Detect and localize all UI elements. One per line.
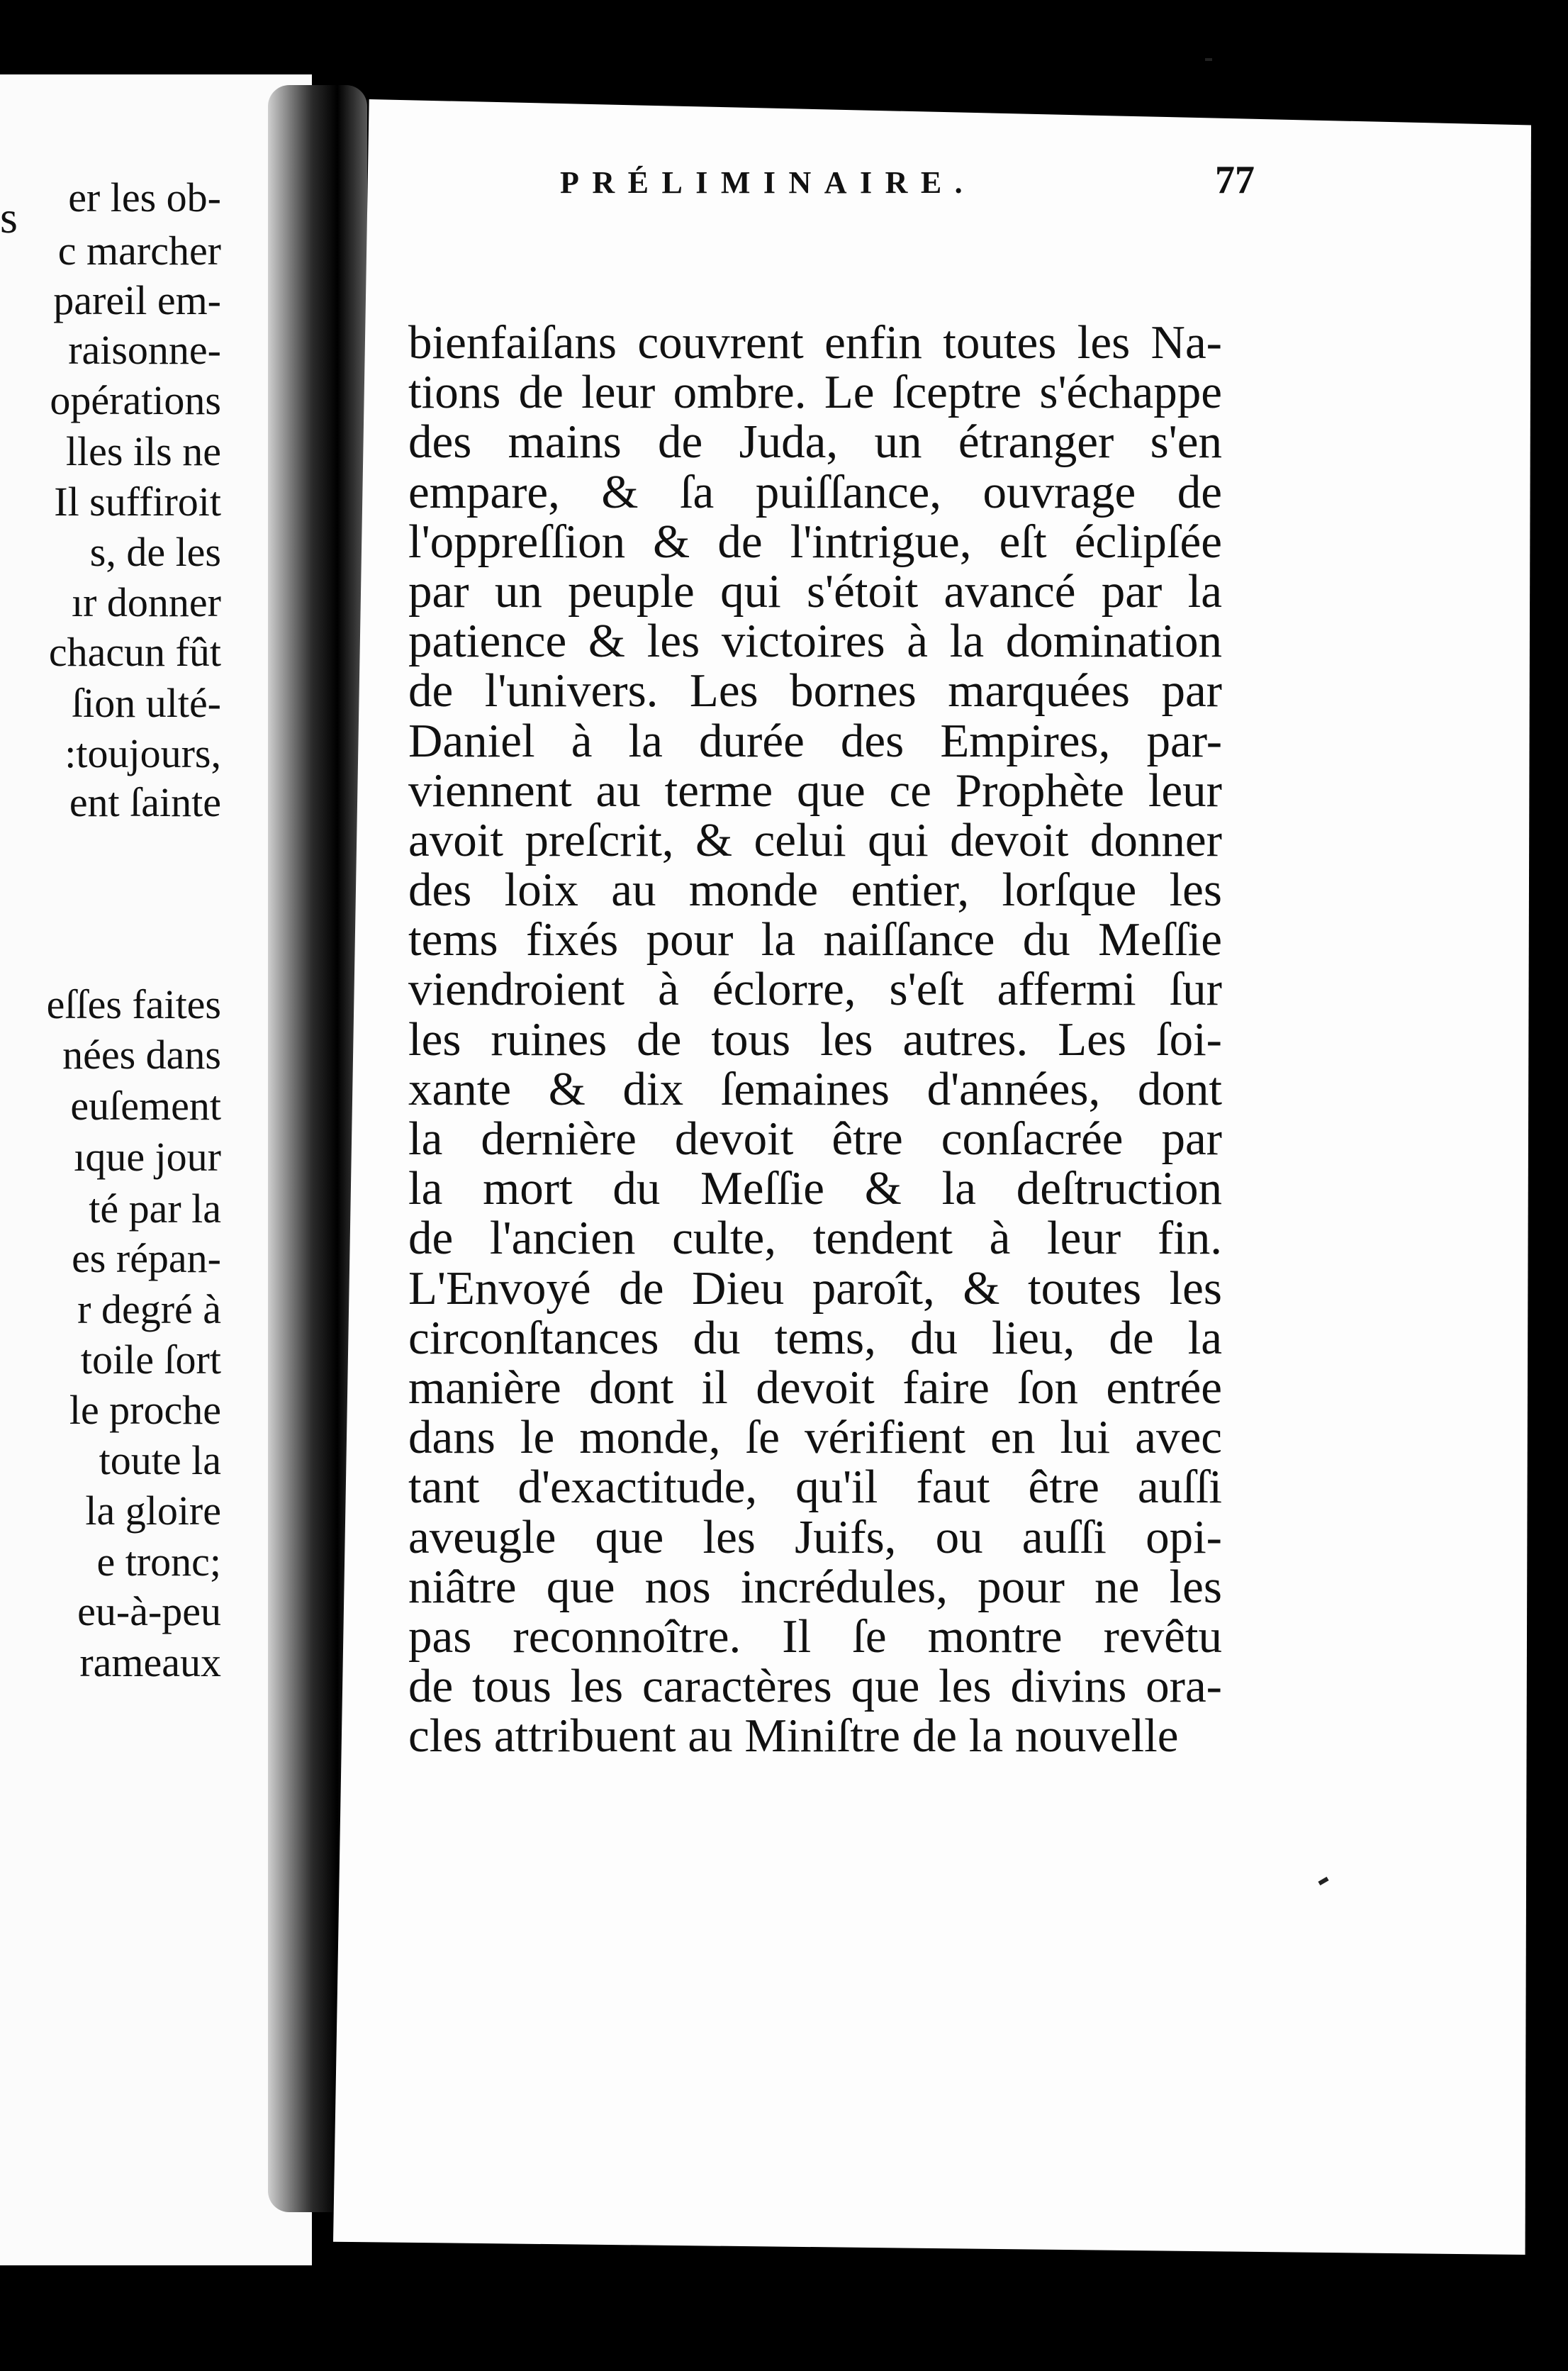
text-line: cles attribuent au Miniſtre de la nouvelle bbox=[408, 1709, 1179, 1763]
text-line: tions de leur ombre. Le ſceptre s'échappe bbox=[408, 366, 1222, 419]
text-line: pas reconnoître. Il ſe montre revêtu bbox=[408, 1610, 1222, 1663]
left-text-fragment: e tronc; bbox=[96, 1539, 221, 1585]
body-text bbox=[408, 318, 1222, 1761]
text-line: de tous les caractères que les divins ora- bbox=[408, 1660, 1222, 1713]
text-line: viennent au terme que ce Prophète leur bbox=[408, 764, 1222, 817]
text-line: aveugle que les Juifs, ou auſſi opi- bbox=[408, 1510, 1222, 1563]
text-line: les ruines de tous les autres. Les ſoi- bbox=[408, 1012, 1222, 1066]
text-line: circonſtances du tems, du lieu, de la bbox=[408, 1311, 1222, 1364]
dust-speck bbox=[1205, 58, 1212, 61]
text-line: des loix au monde entier, lorſque les bbox=[408, 864, 1222, 917]
left-text-fragment: :toujours, bbox=[65, 730, 221, 776]
left-text-fragment: ıque jour bbox=[74, 1134, 221, 1180]
left-text-fragment: toile ſort bbox=[80, 1337, 221, 1383]
text-line: de l'ancien culte, tendent à leur fin. bbox=[408, 1212, 1222, 1265]
running-head bbox=[560, 157, 1255, 203]
left-text-fragment: r degré à bbox=[77, 1286, 221, 1332]
left-text-fragment: eu-à-peu bbox=[77, 1588, 221, 1634]
text-line: par un peuple qui s'étoit avancé par la bbox=[408, 564, 1222, 618]
text-line: de l'univers. Les bornes marquées par bbox=[408, 664, 1222, 718]
left-text-fragment: rameaux bbox=[79, 1639, 221, 1685]
text-line: viendroient à éclorre, s'eſt affermi ſur bbox=[408, 963, 1222, 1016]
text-line: la dernière devoit être conſacrée par bbox=[408, 1112, 1222, 1165]
left-text-fragment: opérations bbox=[50, 377, 221, 423]
text-line: tant d'exactitude, qu'il faut être auſſi bbox=[408, 1461, 1222, 1514]
running-head-title: PRÉLIMINAIRE. bbox=[560, 165, 976, 200]
text-line: des mains de Juda, un étranger s'en bbox=[408, 415, 1222, 469]
left-text-fragment: er les ob- bbox=[68, 174, 221, 221]
left-page-marker: s bbox=[0, 192, 18, 242]
left-text-fragment: nées dans bbox=[62, 1032, 221, 1078]
text-line: Daniel à la durée des Empires, par- bbox=[408, 714, 1222, 767]
left-text-fragment: raisonne- bbox=[68, 327, 221, 373]
text-line: dans le monde, ſe vérifient en lui avec bbox=[408, 1411, 1222, 1464]
left-text-fragment: euſement bbox=[70, 1083, 221, 1129]
left-text-fragment: ent ſainte bbox=[69, 779, 221, 825]
left-text-fragment: pareil em- bbox=[53, 277, 221, 323]
left-text-fragment: es répan- bbox=[72, 1235, 221, 1281]
left-text-fragment: toute la bbox=[99, 1437, 221, 1483]
left-text-fragment: la gloire bbox=[85, 1488, 221, 1534]
text-line: la mort du Meſſie & la deſtruction bbox=[408, 1162, 1222, 1215]
text-line: tems fixés pour la naiſſance du Meſſie bbox=[408, 913, 1222, 966]
text-line: bienfaiſans couvrent enfin toutes les Na- bbox=[408, 316, 1222, 369]
page-number: 77 bbox=[1215, 158, 1255, 202]
left-text-fragment: ſion ulté- bbox=[71, 680, 221, 726]
left-text-fragment: té par la bbox=[89, 1186, 221, 1232]
text-line: empare, & ſa puiſſance, ouvrage de bbox=[408, 465, 1222, 518]
text-line: patience & les victoires à la domination bbox=[408, 615, 1222, 668]
text-line: l'oppreſſion & de l'intrigue, eſt éclipſée bbox=[408, 515, 1222, 568]
text-line: niâtre que nos incrédules, pour ne les bbox=[408, 1560, 1222, 1613]
text-line: avoit preſcrit, & celui qui devoit donner bbox=[408, 813, 1222, 866]
left-text-fragment: Il suffiroit bbox=[54, 479, 221, 525]
text-line: L'Envoyé de Dieu paroît, & toutes les bbox=[408, 1261, 1222, 1315]
left-text-fragment: c marcher bbox=[57, 228, 221, 274]
text-line: xante & dix ſemaines d'années, dont bbox=[408, 1062, 1222, 1115]
left-text-fragment: le proche bbox=[69, 1387, 221, 1433]
left-text-fragment: chacun fût bbox=[48, 629, 221, 675]
text-line: manière dont il devoit faire ſon entrée bbox=[408, 1361, 1222, 1414]
left-text-fragment: ır donner bbox=[72, 579, 221, 625]
left-text-fragment: lles ils ne bbox=[65, 428, 221, 474]
left-text-fragment: s, de les bbox=[89, 529, 221, 575]
facing-page-left bbox=[0, 74, 312, 2265]
left-text-fragment: eſſes faites bbox=[46, 981, 221, 1027]
